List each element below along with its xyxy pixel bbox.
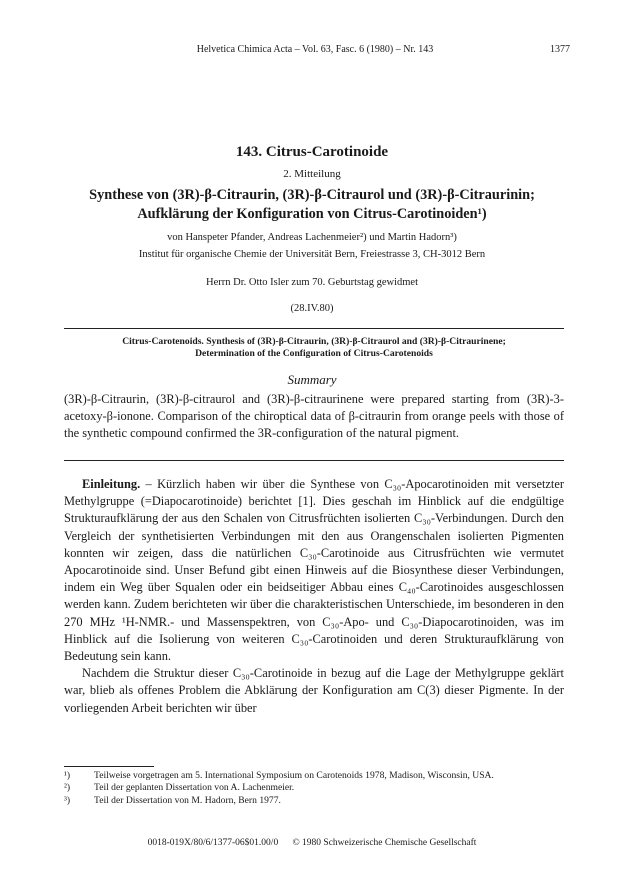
paragraph-2: Nachdem die Struktur dieser C₃₀-Carotinoide in bezug auf die Lage der Methylgruppe geklärt war, blieb als offenes Problem die Abklärung der Konfiguration am C(3) dieser Pigmente. In der vorliegenden Arbeit berichten wir über (64, 666, 564, 715)
english-title-line-1: Citrus-Carotenoids. Synthesis of (3R)-β-Citraurin, (3R)-β-Citraurol and (3R)-β-Citraurinene; (122, 336, 506, 347)
article-title-line-2: Aufklärung der Konfiguration von Citrus-Carotinoiden¹) (137, 206, 487, 222)
article-number-title: 143. Citrus-Carotinoide (235, 144, 389, 160)
copyright: © 1980 Schweizerische Chemische Gesellschaft (292, 838, 477, 848)
footnote (64, 795, 564, 807)
footnote-text: Teil der geplanten Dissertation von A. Lachenmeier. (94, 782, 295, 794)
journal-citation: Helvetica Chimica Acta – Vol. 63, Fasc. 6 (1980) – Nr. 143 (196, 44, 434, 55)
paragraph-1 (64, 476, 564, 665)
english-title-line-2: Determination of the Configuration of Citrus-Carotenoids (195, 348, 433, 359)
received-date: (28.IV.80) (290, 303, 334, 314)
english-title (64, 336, 564, 360)
divider-top (64, 328, 564, 329)
paragraph-1-text: – Kürzlich haben wir über die Synthese von C₃₀-Apocarotinoiden mit versetzter Methylgruppe (=Diapocarotinoide) berichtet [1]. Dies geschah im Hinblick auf die endgültige Strukturaufklärung der aus den Schalen von Citrusfrüchten isolierten C₃₀-Verbindungen. Durch den Vergleich der synthetisierten Verbindungen mit den aus Orangenschalen isolierten Pigmenten konnten wir zeigen, dass die natürlichen C₃₀-Carotinoide aus Citrusfrüchten wie vermutet Apocarotinoide sind. Unser Befund gibt einen Hinweis auf die Biosynthese dieser Verbindungen, indem ein Weg über Squalen oder ein beidseitiger Abbau eines C₄₀-Carotinoides ausgeschlossen werden kann. Zudem berichteten wir über die charakteristischen Unterschiede, im besonderen in den 270 MHz ¹H-NMR.- und Massenspektren, von C₃₀-Apo- und C₃₀-Diapocarotinoiden, was im Hinblick auf die Isolierung von weiteren C₃₀-Carotinoiden und deren Strukturaufklärung von Bedeutung sein kann. (64, 477, 564, 664)
section-lead: Einleitung. (82, 477, 141, 491)
article-part: 2. Mitteilung (283, 168, 341, 180)
summary-text: (3R)-β-Citraurin, (3R)-β-citraurol and (3R)-β-citraurinene were prepared starting from (3R)-3-acetoxy-β-ionone. Comparison of the chiroptical data of β-citraurin from orange peels with those of the synthetic compound confirmed the 3R-configuration of the natural pigment. (64, 392, 564, 441)
article-code: 0018-019X/80/6/1377-06$01.00/0 (147, 838, 279, 848)
footnotes (64, 770, 564, 807)
page-number: 1377 (550, 44, 570, 55)
footnote (64, 782, 564, 794)
article-title (60, 186, 564, 224)
article-title-line-1: Synthese von (3R)-β-Citraurin, (3R)-β-Citraurol und (3R)-β-Citraurinin; (89, 187, 535, 203)
footnote-text: Teilweise vorgetragen am 5. International Symposium on Carotenoids 1978, Madison, Wisconsin, USA. (94, 770, 494, 781)
footnote-mark: ³) (64, 794, 71, 806)
footnote-mark: ¹) (64, 770, 71, 781)
footnote-divider (64, 766, 154, 767)
footnote-mark: ²) (64, 782, 71, 794)
body-text (64, 476, 564, 717)
page-footer (0, 838, 624, 848)
divider-bottom (64, 460, 564, 461)
dedication: Herrn Dr. Otto Isler zum 70. Geburtstag gewidmet (206, 277, 418, 288)
footnote-text: Teil der Dissertation von M. Hadorn, Bern 1977. (94, 794, 281, 806)
authors: von Hanspeter Pfander, Andreas Lachenmeier²) und Martin Hadorn³) (167, 232, 457, 243)
affiliation: Institut für organische Chemie der Universität Bern, Freiestrasse 3, CH-3012 Bern (138, 249, 486, 260)
footnote (64, 770, 564, 782)
summary-heading: Summary (287, 372, 337, 387)
